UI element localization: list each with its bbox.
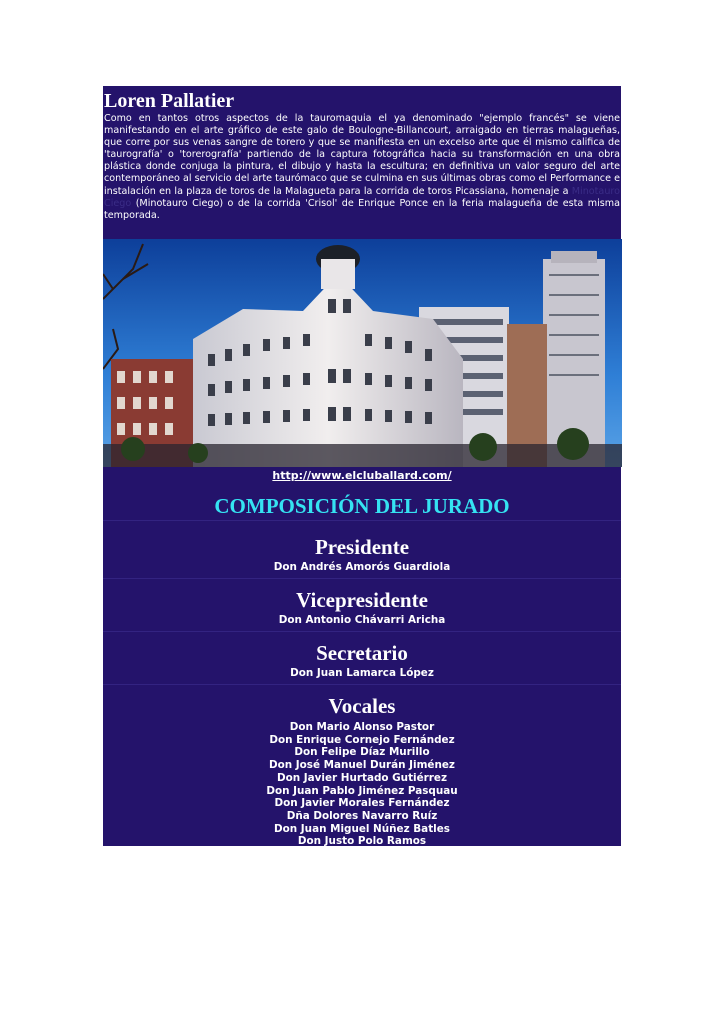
club-website-link[interactable]: http://www.elcluballard.com/ [272,469,452,482]
secretario-title: Secretario [316,641,408,665]
vocales-title: Vocales [328,694,396,718]
divider [103,631,621,632]
vicepresidente-name: Don Antonio Chávarri Aricha [278,614,446,626]
jury-panel [103,467,621,846]
vocal-name: Don Felipe Díaz Murillo [294,746,430,759]
vocal-name: Don Juan Pablo Jiménez Pasquau [266,784,458,797]
divider [103,578,621,579]
vicepresidente-title: Vicepresidente [296,588,428,612]
article-body-text-end: (Minotauro Ciego) o de la corrida 'Crisol' de Enrique Ponce en la feria malagueña de esta misma temporada. [104,197,620,221]
vocal-name: Don Justo Polo Ramos [297,835,427,848]
vocal-name: Dña Dolores Navarro Ruíz [286,809,438,822]
vocal-name: Don Mario Alonso Pastor [289,721,435,733]
building-photo [103,239,622,467]
presidente-title: Presidente [314,535,410,559]
secretario-name: Don Juan Lamarca López [290,667,434,679]
divider [103,684,621,685]
vocal-name: Don Javier Morales Fernández [274,797,450,810]
divider [103,520,621,521]
minotauro-link[interactable]: Minotauro Ciego [104,185,620,209]
presidente-name: Don Andrés Amorós Guardiola [273,561,451,573]
jury-heading: COMPOSICIÓN DEL JURADO [214,494,510,518]
article-body [104,113,621,222]
vocal-name: Don Juan Miguel Núñez Batles [274,822,450,835]
vocales-list [103,721,621,848]
vocal-name: Don Enrique Cornejo Fernández [269,733,455,746]
article-panel [103,86,621,239]
vocal-name: Don José Manuel Durán Jiménez [269,759,455,772]
article-body-text: Como en tantos otros aspectos de la tauromaquia el ya denominado "ejemplo francés" se viene manifestando en el arte gráfico de este galo de Boulogne-Billancourt, arraigado en tierras malagueñas, que corre por sus venas sangre de torero y que se manifiesta en un excelso arte que él mismo califica de 'taurografía' o 'torerografía' partiendo de la captura fotográfica hacia su transformación en una obra plástica donde conjuga la pintura, el dibujo y hasta la escultura; en definitiva un valor seguro del arte contemporáneo al servicio del arte taurómaco que se culmina en sus últimas obras como el Performance e instalación en la plaza de toros de la Malagueta para la corrida de toros Picassiana, homenaje a [104,113,620,197]
article-title: Loren Pallatier [104,90,235,112]
vocal-name: Don Javier Hurtado Gutiérrez [276,771,447,784]
